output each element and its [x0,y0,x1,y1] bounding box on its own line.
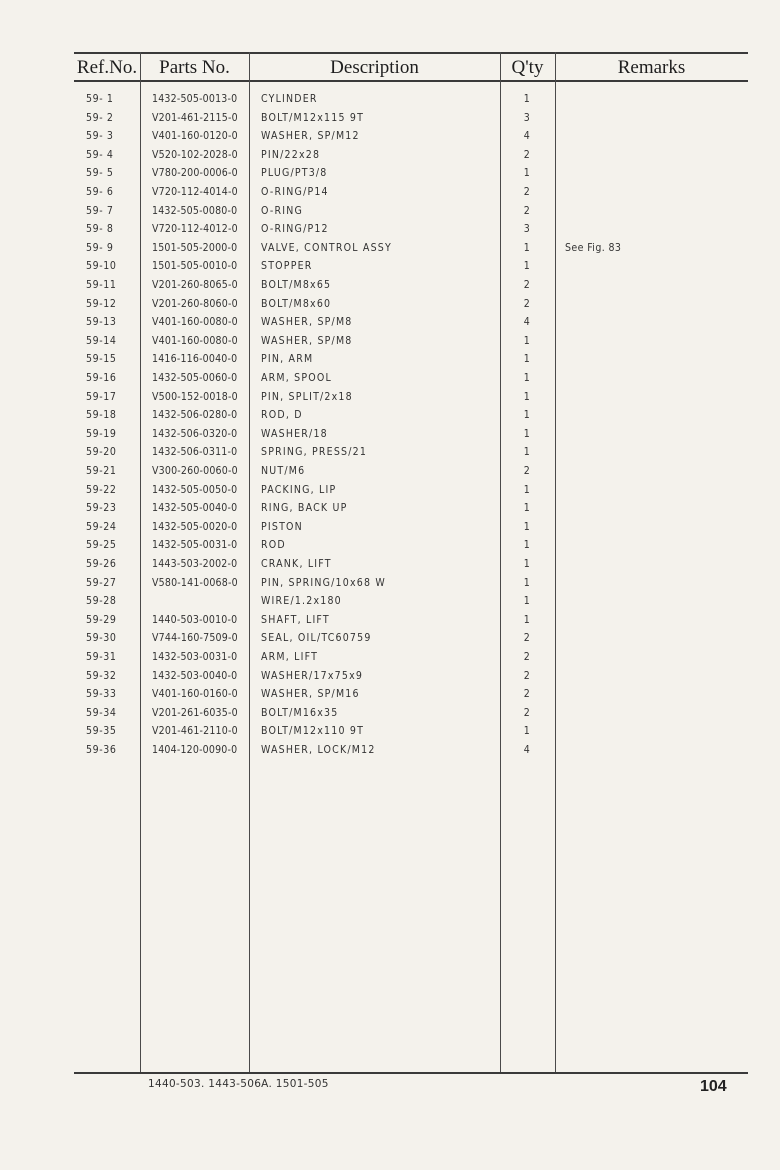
cell-quantity: 1 [523,427,531,440]
table-row [0,220,780,238]
cell-description: PIN, SPLIT/2x18 [261,390,353,403]
cell-part-number: V580-141-0068-0 [152,576,238,589]
cell-description: PIN, ARM [261,353,314,366]
cell-quantity: 2 [523,148,531,161]
cell-ref-number: 59- 2 [86,111,114,124]
cell-description: O-RING [261,204,304,217]
cell-part-number: V201-260-8065-0 [152,279,238,291]
cell-ref-number: 59- 6 [86,186,114,198]
cell-description: ARM, LIFT [261,651,319,663]
cell-part-number: V300-260-0060-0 [152,465,238,477]
table-row [0,202,780,220]
cell-part-number: V401-160-0120-0 [152,130,238,143]
cell-ref-number: 59-32 [86,669,117,682]
cell-description: WASHER, SP/M8 [261,316,353,329]
cell-ref-number: 59-23 [86,502,117,515]
cell-description: PISTON [261,520,303,533]
header-ref-no: Ref.No. [76,57,138,78]
cell-quantity: 1 [523,558,531,570]
cell-description: NUT/M6 [261,465,306,477]
cell-ref-number: 59- 8 [86,223,114,236]
cell-ref-number: 59- 3 [86,130,114,143]
table-row [0,183,780,201]
cell-ref-number: 59- 1 [86,93,114,105]
cell-description: ARM, SPOOL [261,372,332,384]
cell-ref-number: 59-10 [86,260,117,273]
cell-part-number: V401-160-0160-0 [152,688,238,701]
cell-description: SPRING, PRESS/21 [261,446,368,459]
cell-description: WASHER, SP/M16 [261,688,360,701]
cell-quantity: 1 [523,446,531,459]
table-row [0,388,780,406]
table-row [0,481,780,499]
cell-part-number: V744-160-7509-0 [152,632,238,645]
cell-quantity: 4 [523,744,531,756]
cell-quantity: 2 [523,279,531,291]
table-row [0,741,780,759]
cell-quantity: 4 [523,130,531,143]
cell-quantity: 3 [523,223,531,236]
cell-ref-number: 59-34 [86,706,117,719]
header-remarks: Remarks [617,57,686,78]
cell-ref-number: 59-27 [86,576,117,589]
cell-ref-number: 59-28 [86,595,117,608]
cell-quantity: 1 [523,576,531,589]
page-number: 104 [700,1078,727,1095]
table-row [0,499,780,517]
cell-description: ROD [261,539,286,552]
cell-description: WASHER/18 [261,427,328,440]
footer-model-codes: 1440-503. 1443-506A. 1501-505 [148,1078,329,1090]
table-row [0,425,780,443]
cell-ref-number: 59-18 [86,409,117,422]
table-row [0,462,780,480]
cell-description: SEAL, OIL/TC60759 [261,632,372,645]
cell-description: PACKING, LIP [261,483,337,496]
cell-part-number: 1432-505-0080-0 [152,204,238,217]
cell-ref-number: 59-20 [86,446,117,459]
cell-quantity: 2 [523,297,531,310]
cell-description: PIN, SPRING/10x68 W [261,576,386,589]
table-row [0,685,780,703]
cell-part-number: V520-102-2028-0 [152,148,238,161]
table-row [0,704,780,722]
table-row [0,722,780,740]
cell-quantity: 1 [523,390,531,403]
cell-ref-number: 59-29 [86,613,117,626]
cell-part-number: V401-160-0080-0 [152,334,238,347]
cell-part-number: 1440-503-0010-0 [152,613,238,626]
cell-description: BOLT/M16x35 [261,706,339,719]
cell-part-number: 1432-506-0320-0 [152,427,238,440]
cell-ref-number: 59-12 [86,297,117,310]
cell-part-number: 1432-505-0020-0 [152,520,238,533]
cell-part-number: V500-152-0018-0 [152,390,238,403]
header-parts-no: Parts No. [159,57,230,78]
cell-description: BOLT/M12x110 9T [261,725,365,738]
cell-ref-number: 59-33 [86,688,117,701]
cell-part-number: V201-261-6035-0 [152,706,238,719]
table-row [0,276,780,294]
cell-part-number: 1432-505-0013-0 [152,93,238,105]
cell-quantity: 4 [523,316,531,329]
table-row [0,536,780,554]
cell-part-number: V720-112-4014-0 [152,186,238,198]
table-row [0,257,780,275]
table-row [0,239,780,257]
cell-quantity: 1 [523,725,531,738]
cell-quantity: 1 [523,483,531,496]
cell-description: BOLT/M8x60 [261,297,332,310]
cell-ref-number: 59-14 [86,334,117,347]
cell-part-number: V401-160-0080-0 [152,316,238,329]
cell-quantity: 1 [523,93,531,105]
table-row [0,313,780,331]
cell-quantity: 2 [523,632,531,645]
cell-part-number: V780-200-0006-0 [152,167,238,180]
cell-part-number: 1443-503-2002-0 [152,558,238,570]
table-row [0,90,780,108]
cell-quantity: 2 [523,186,531,198]
cell-description: PLUG/PT3/8 [261,167,328,180]
table-row [0,648,780,666]
cell-description: WASHER/17x75x9 [261,669,364,682]
table-row [0,109,780,127]
cell-quantity: 1 [523,520,531,533]
table-row [0,443,780,461]
cell-part-number: 1432-506-0311-0 [152,446,238,459]
cell-description: O-RING/P12 [261,223,329,236]
cell-part-number: V201-260-8060-0 [152,297,238,310]
cell-part-number: 1432-505-0060-0 [152,372,238,384]
table-row [0,555,780,573]
cell-part-number: 1404-120-0090-0 [152,744,238,756]
cell-part-number: 1501-505-0010-0 [152,260,238,273]
cell-quantity: 1 [523,353,531,366]
cell-description: O-RING/P14 [261,186,329,198]
cell-description: BOLT/M8x65 [261,279,332,291]
cell-part-number: 1432-503-0031-0 [152,651,238,663]
table-row [0,146,780,164]
table-row [0,574,780,592]
header-rule [74,80,748,82]
cell-part-number: V201-461-2115-0 [152,111,238,124]
table-row [0,629,780,647]
cell-description: VALVE, CONTROL ASSY [261,241,392,254]
bottom-rule [74,1072,748,1074]
cell-quantity: 3 [523,111,531,124]
table-row [0,592,780,610]
cell-ref-number: 59-22 [86,483,117,496]
table-row [0,518,780,536]
cell-ref-number: 59-15 [86,353,117,366]
cell-description: WASHER, SP/M12 [261,130,360,143]
cell-ref-number: 59-17 [86,390,117,403]
cell-ref-number: 59-16 [86,372,117,384]
cell-part-number: 1432-506-0280-0 [152,409,238,422]
cell-ref-number: 59-26 [86,558,117,570]
table-row [0,406,780,424]
table-row [0,127,780,145]
cell-remarks: See Fig. 83 [565,241,622,254]
top-rule [74,52,748,54]
cell-quantity: 2 [523,688,531,701]
table-row [0,164,780,182]
cell-description: RING, BACK UP [261,502,348,515]
table-row [0,369,780,387]
cell-quantity: 1 [523,372,531,384]
cell-quantity: 1 [523,539,531,552]
cell-ref-number: 59-35 [86,725,117,738]
header-qty: Q'ty [511,57,544,78]
cell-ref-number: 59-13 [86,316,117,329]
cell-ref-number: 59-19 [86,427,117,440]
cell-description: CYLINDER [261,93,318,105]
cell-part-number: 1432-503-0040-0 [152,669,238,682]
cell-description: WIRE/1.2x180 [261,595,342,608]
cell-part-number: 1432-505-0040-0 [152,502,238,515]
table-row [0,295,780,313]
cell-description: BOLT/M12x115 9T [261,111,365,124]
cell-part-number: V201-461-2110-0 [152,725,238,738]
cell-ref-number: 59- 7 [86,204,114,217]
table-row [0,667,780,685]
cell-description: ROD, D [261,409,303,422]
cell-ref-number: 59- 9 [86,241,114,254]
table-row [0,350,780,368]
cell-quantity: 2 [523,669,531,682]
cell-quantity: 1 [523,167,531,180]
cell-quantity: 2 [523,706,531,719]
cell-quantity: 1 [523,409,531,422]
cell-part-number: 1432-505-0050-0 [152,483,238,496]
table-row [0,611,780,629]
cell-description: PIN/22x28 [261,148,321,161]
cell-ref-number: 59-31 [86,651,117,663]
cell-ref-number: 59-21 [86,465,117,477]
cell-description: STOPPER [261,260,313,273]
cell-ref-number: 59-30 [86,632,117,645]
cell-part-number: V720-112-4012-0 [152,223,238,236]
cell-quantity: 2 [523,465,531,477]
cell-quantity: 1 [523,241,531,254]
cell-ref-number: 59- 5 [86,167,114,180]
cell-quantity: 1 [523,334,531,347]
table-row [0,332,780,350]
cell-quantity: 1 [523,260,531,273]
cell-description: WASHER, SP/M8 [261,334,353,347]
cell-part-number: 1416-116-0040-0 [152,353,238,366]
cell-description: SHAFT, LIFT [261,613,330,626]
cell-ref-number: 59-36 [86,744,117,756]
cell-quantity: 2 [523,204,531,217]
cell-part-number: 1501-505-2000-0 [152,241,238,254]
cell-ref-number: 59-25 [86,539,117,552]
cell-ref-number: 59-24 [86,520,117,533]
cell-ref-number: 59-11 [86,279,117,291]
cell-quantity: 2 [523,651,531,663]
cell-quantity: 1 [523,502,531,515]
cell-ref-number: 59- 4 [86,148,114,161]
cell-description: WASHER, LOCK/M12 [261,744,376,756]
cell-description: CRANK, LIFT [261,558,332,570]
cell-part-number: 1432-505-0031-0 [152,539,238,552]
cell-quantity: 1 [523,595,531,608]
header-description: Description [330,57,419,78]
cell-quantity: 1 [523,613,531,626]
